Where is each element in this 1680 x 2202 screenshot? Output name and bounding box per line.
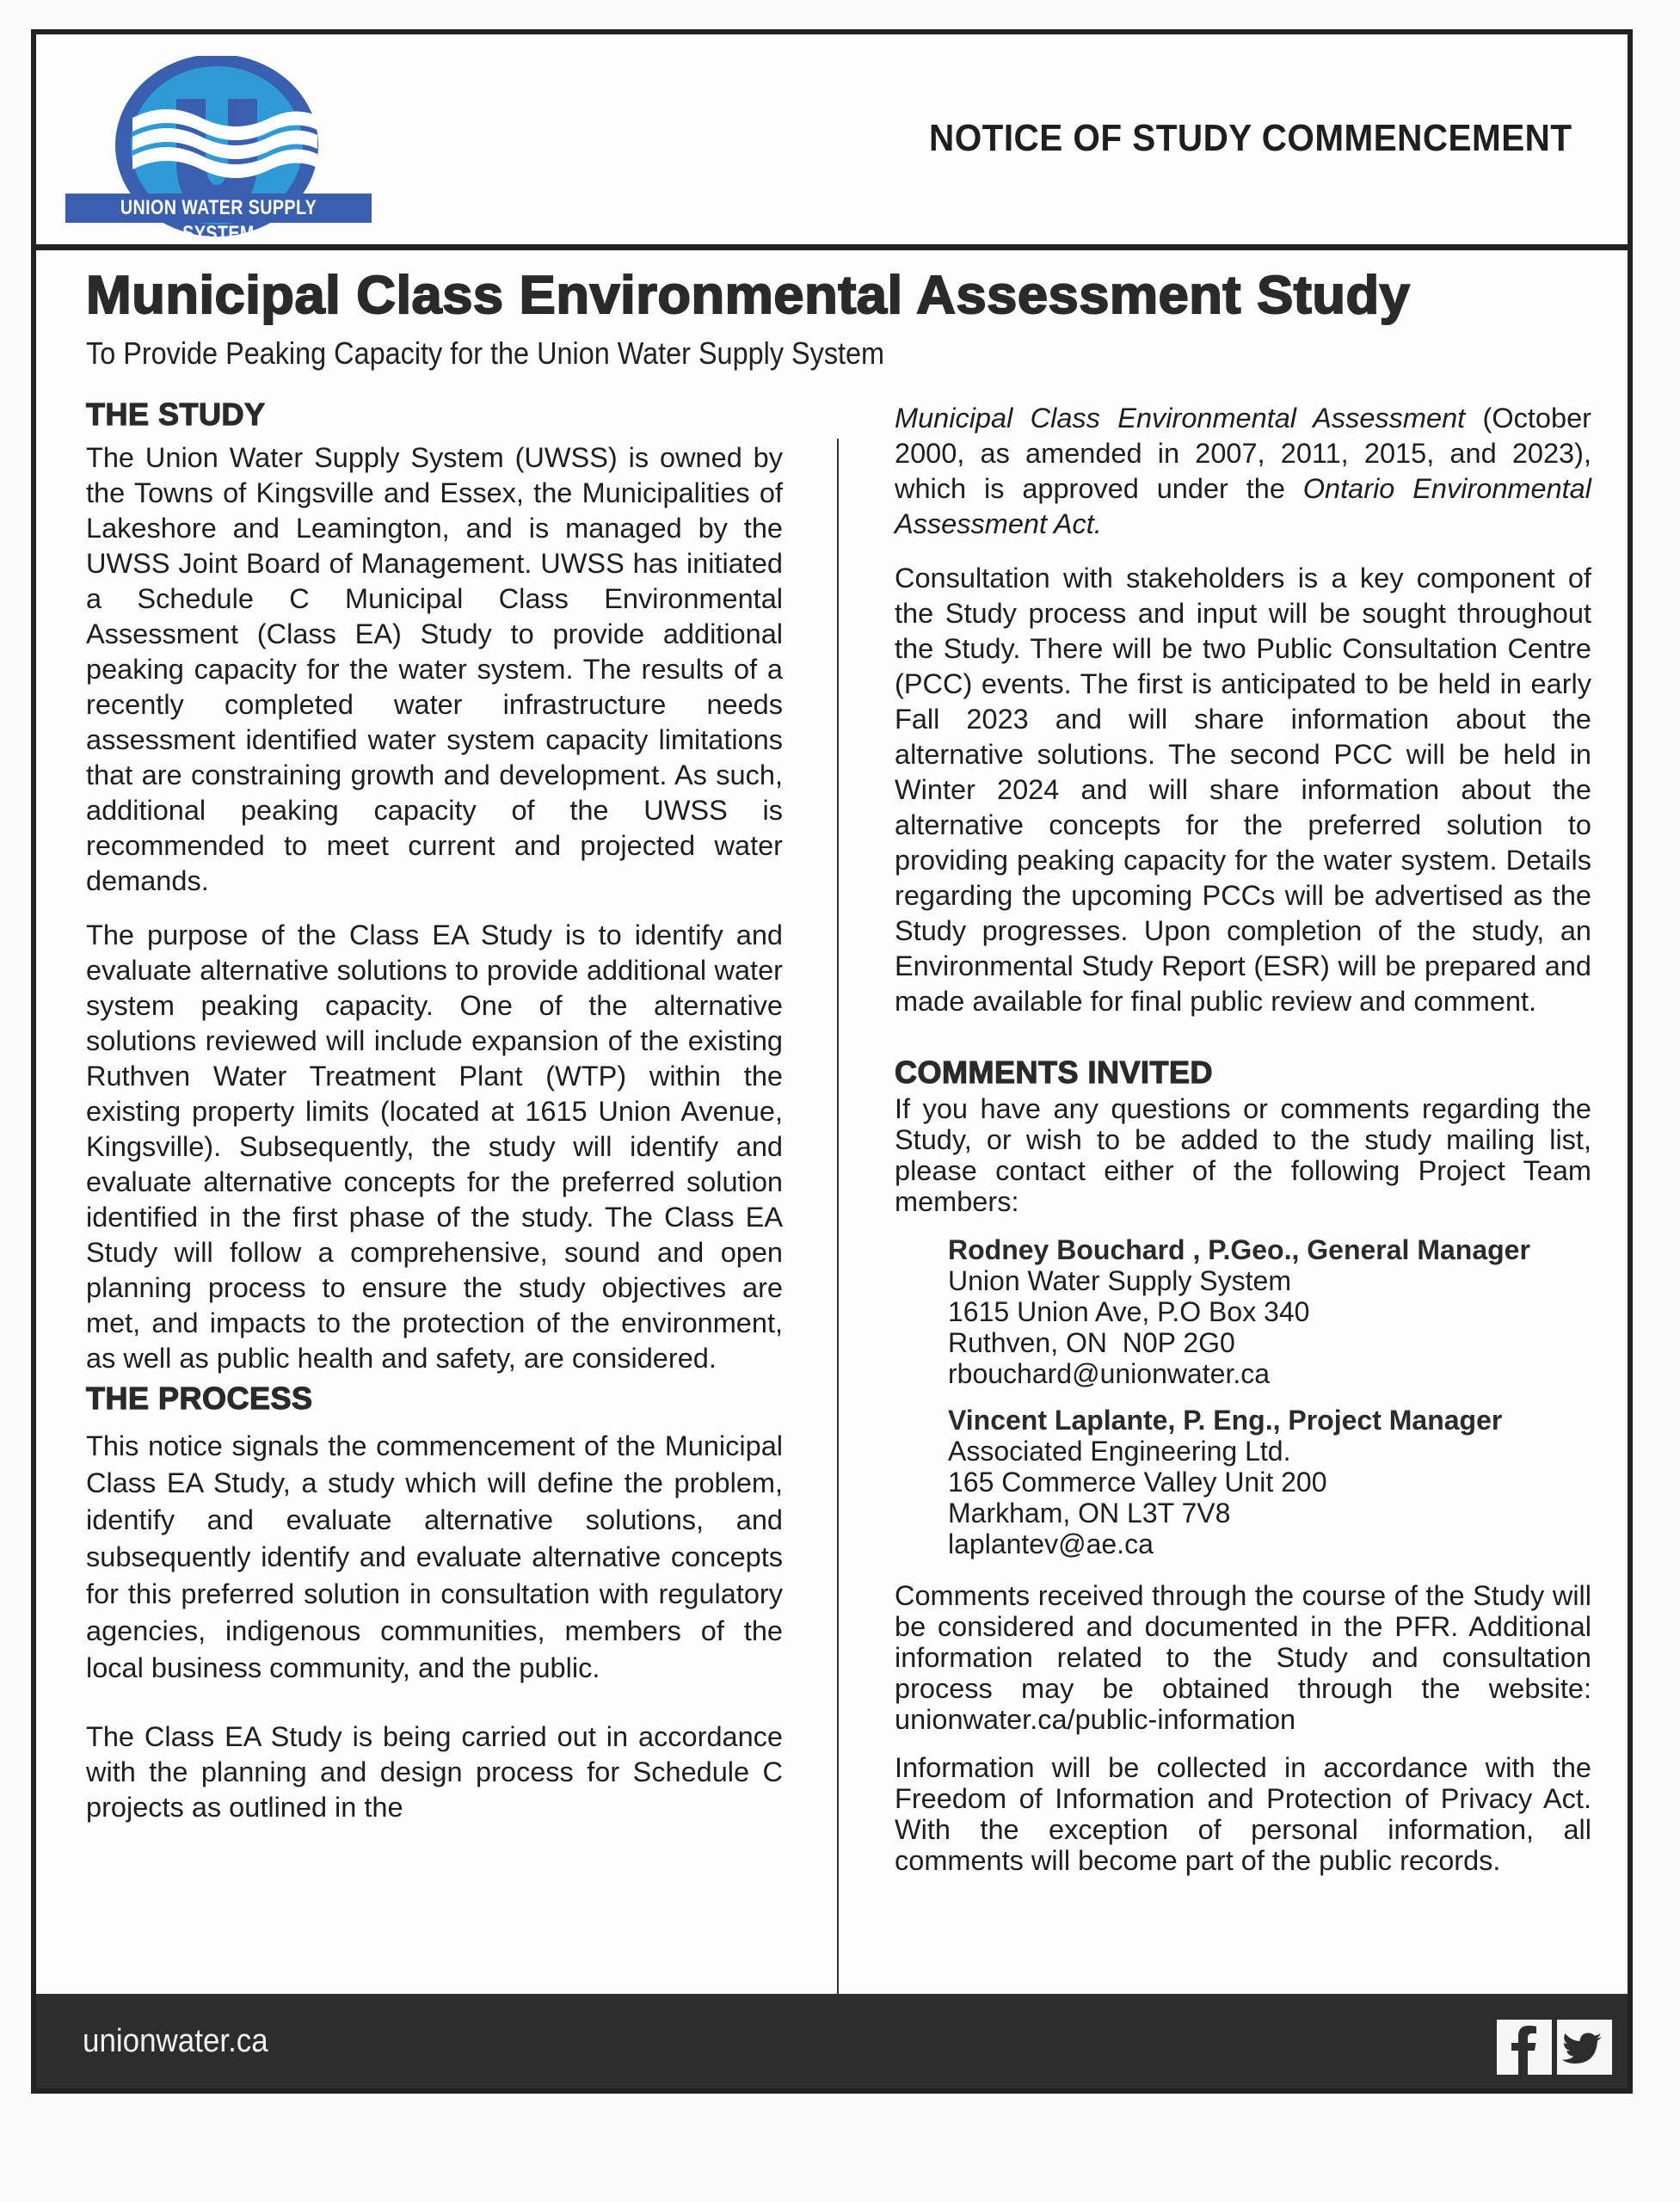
contact-name: Rodney Bouchard , P.Geo., General Manager (948, 1234, 1530, 1265)
contact-card (948, 1234, 1591, 1389)
contact-name: Vincent Laplante, P. Eng., Project Manager (948, 1405, 1503, 1436)
page-title: Municipal Class Environmental Assessment Study (86, 266, 1411, 325)
contact-address-2: Ruthven, ON N0P 2G0 (948, 1327, 1235, 1358)
mcea-title: Municipal Class Environmental Assessment (895, 403, 1466, 434)
comments-heading: COMMENTS INVITED (895, 1055, 1214, 1090)
left-column (86, 396, 783, 1825)
process-heading: THE PROCESS (86, 1381, 313, 1416)
process-paragraph-2: The Class EA Study is being carried out in accordance with the planning and design process for Schedule C projects as outlined in the (86, 1721, 783, 1823)
contact-email[interactable]: laplantev@ae.ca (948, 1528, 1154, 1559)
contact-email[interactable]: rbouchard@unionwater.ca (948, 1358, 1271, 1389)
right-column (895, 401, 1591, 1876)
process-paragraph-2-continued (895, 401, 1591, 542)
study-heading: THE STUDY (86, 397, 266, 432)
consultation-paragraph: Consultation with stakeholders is a key component of the Study process and input will be sought throughout the Study. There will be two Public Consultation Centre (PCC) events. The first is anticipated to be held in early Fall 2023 and will share information about the alternative solutions. The second PCC will be held in Winter 2024 and will share information about the alternative concepts for the preferred solution to providing peaking capacity for the water system. Details regarding the upcoming PCCs will be advertised as the Study progresses. Upon completion of the study, an Environmental Study Report (ESR) will be prepared and made available for final public review and comment. (895, 563, 1591, 1017)
logo-text: UNION WATER SUPPLY SYSTEM (120, 196, 317, 245)
comments-received-paragraph: Comments received through the course of the Study will be considered and documented in the PFR. Additional information related to the Study and consultation process may be obtained through the website: unionwater.ca/public-information (895, 1580, 1591, 1735)
facebook-button[interactable] (1497, 2020, 1552, 2075)
contact-org: Associated Engineering Ltd. (948, 1436, 1291, 1467)
contact-org: Union Water Supply System (948, 1265, 1291, 1296)
study-paragraph-1: The Union Water Supply System (UWSS) is owned by the Towns of Kingsville and Essex, the Municipalities of Lakeshore and Leamington, and is managed by the UWSS Joint Board of Management. UWSS has initiated a Schedule C Municipal Class Environmental Assessment (Class EA) Study to provide additional peaking capacity for the water system. The results of a recently completed water infrastructure needs assessment identified water system capacity limitations that are constraining growth and development. As such, additional peaking capacity of the UWSS is recommended to meet current and projected water demands. (86, 442, 783, 896)
ea-act-title: Ontario Environmental Assessment Act. (895, 473, 1591, 539)
twitter-icon (1557, 2020, 1612, 2075)
study-paragraph-2: The purpose of the Class EA Study is to identify and evaluate alternative solutions to provide additional water system peaking capacity. One of the alternative solutions reviewed will include expansion of the existing Ruthven Water Treatment Plant (WTP) within the existing property limits (located at 1615 Union Avenue, Kingsville). Subsequently, the study will identify and evaluate alternative concepts for the preferred solution identified in the first phase of the study. The Class EA Study will follow a comprehensive, sound and open planning process to ensure the study objectives are met, and impacts to the protection of the environment, as well as public health and safety, are considered. (86, 920, 783, 1374)
twitter-button[interactable] (1557, 2020, 1612, 2075)
privacy-paragraph: Information will be collected in accordance with the Freedom of Information and Protection of Privacy Act. With the exception of personal information, all comments will become part of the public records. (895, 1752, 1591, 1876)
facebook-icon (1497, 2020, 1552, 2075)
contact-address-1: 1615 Union Ave, P.O Box 340 (948, 1296, 1310, 1327)
website-link[interactable]: unionwater.ca (83, 2023, 268, 2059)
contact-address-1: 165 Commerce Valley Unit 200 (948, 1467, 1327, 1498)
footer-bar (36, 1994, 1628, 2088)
column-divider (837, 439, 839, 2051)
union-water-logo (53, 56, 380, 245)
mcea-details: (October 2000, as amended in 2007, 2011, 2015, and 2023), which is approved under the (895, 403, 1591, 504)
notice-title: NOTICE OF STUDY COMMENCEMENT (929, 117, 1572, 159)
notice-frame (31, 29, 1633, 2094)
comments-intro: If you have any questions or comments regarding the Study, or wish to be added to the study mailing list, please contact either of the following Project Team members: (895, 1093, 1591, 1217)
header (36, 34, 1628, 250)
process-paragraph-1: This notice signals the commencement of the Municipal Class EA Study, a study which will define the problem, identify and evaluate alternative solutions, and subsequently identify and evaluate alternative concepts for this preferred solution in consultation with regulatory agencies, indigenous communities, members of the local business community, and the public. (86, 1430, 783, 1683)
page-subtitle: To Provide Peaking Capacity for the Union Water Supply System (86, 335, 885, 371)
contact-address-2: Markham, ON L3T 7V8 (948, 1498, 1231, 1528)
contact-card (948, 1405, 1591, 1559)
